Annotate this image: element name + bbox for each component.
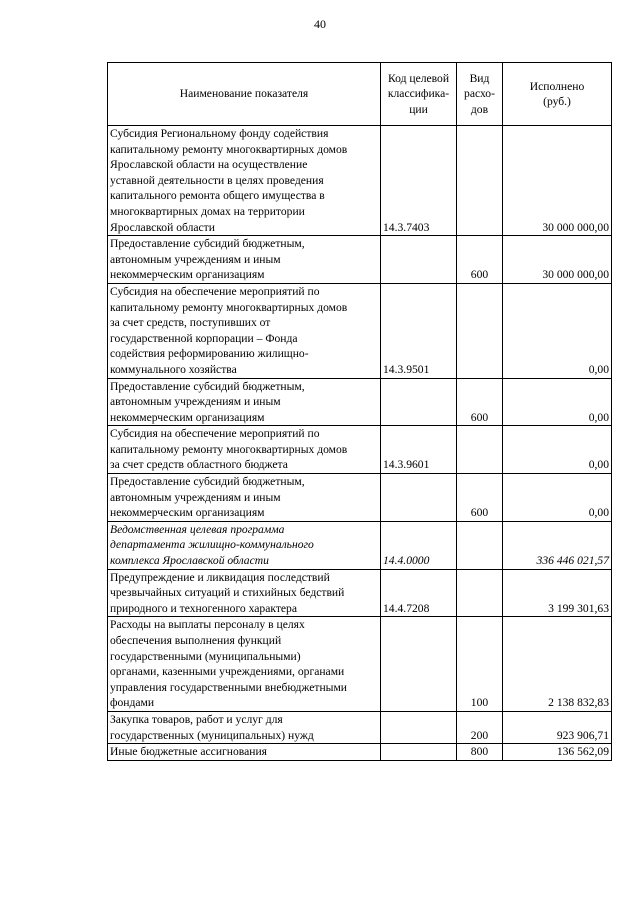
table-row — [108, 236, 612, 284]
expense-kind-cell: 800 — [457, 744, 503, 761]
indicator-name-cell — [108, 236, 381, 284]
expense-kind-cell: 600 — [457, 474, 503, 522]
indicator-name-line: некоммерческим организациям — [110, 506, 265, 520]
header-executed-amount: Исполнено (руб.) — [503, 63, 612, 126]
indicator-name-line: департамента жилищно-коммунального — [110, 538, 314, 552]
table-header-row — [108, 63, 612, 126]
executed-amount-cell: 923 906,71 — [503, 711, 612, 743]
indicator-name-line: чрезвычайных ситуаций и стихийных бедствий — [110, 586, 345, 600]
target-code-cell — [381, 617, 457, 712]
indicator-name-line: Иные бюджетные ассигнования — [110, 745, 267, 759]
expense-kind-cell: 600 — [457, 236, 503, 284]
indicator-name-line: Предупреждение и ликвидация последствий — [110, 570, 330, 584]
indicator-name-line: Субсидия Региональному фонду содействия — [110, 127, 329, 140]
indicator-name-cell — [108, 711, 381, 743]
indicator-name-line: обеспечения выполнения функций — [110, 634, 282, 647]
table-row — [108, 569, 612, 617]
indicator-name-line: Ведомственная целевая программа — [110, 522, 285, 536]
target-code-cell: 14.4.7208 — [381, 569, 457, 617]
indicator-name-line: некоммерческим организациям — [110, 410, 265, 424]
indicator-name-cell — [108, 426, 381, 474]
executed-amount-cell: 0,00 — [503, 283, 612, 378]
target-code-cell: 14.3.9501 — [381, 283, 457, 378]
indicator-name-line: государственной корпорации – Фонда — [110, 331, 298, 345]
indicator-name-line: фондами — [110, 696, 155, 710]
indicator-name-line: за счет средств областного бюджета — [110, 458, 288, 472]
expense-kind-cell: 600 — [457, 378, 503, 426]
indicator-name-line: государственными (муниципальными) — [110, 649, 301, 663]
expense-kind-cell — [457, 521, 503, 569]
indicator-name-line: автономным учреждениям и иным — [110, 252, 281, 266]
table-body — [108, 126, 612, 761]
indicator-name-cell — [108, 474, 381, 522]
expense-kind-cell — [457, 426, 503, 474]
indicator-name-line: природного и техногенного характера — [110, 601, 297, 615]
target-code-cell — [381, 474, 457, 522]
expense-kind-cell: 200 — [457, 711, 503, 743]
executed-amount-cell: 30 000 000,00 — [503, 236, 612, 284]
indicator-name-line: государственных (муниципальных) нужд — [110, 728, 314, 742]
indicator-name-line: содействия реформированию жилищно- — [110, 347, 309, 361]
target-code-cell: 14.4.0000 — [381, 521, 457, 569]
indicator-name-line: органами, казенными учреждениями, органами — [110, 665, 345, 679]
table-row — [108, 378, 612, 426]
indicator-name-line: многоквартирных домах на территории — [110, 204, 305, 218]
indicator-name-line: Предоставление субсидий бюджетным, — [110, 379, 305, 393]
expense-kind-cell — [457, 569, 503, 617]
executed-amount-cell: 2 138 832,83 — [503, 617, 612, 712]
indicator-name-cell — [108, 744, 381, 761]
table-row — [108, 426, 612, 474]
indicator-name-cell — [108, 283, 381, 378]
indicator-name-line: коммунального хозяйства — [110, 362, 237, 376]
table-row — [108, 126, 612, 236]
executed-amount-cell: 136 562,09 — [503, 744, 612, 761]
executed-amount-cell: 3 199 301,63 — [503, 569, 612, 617]
executed-amount-cell: 30 000 000,00 — [503, 126, 612, 236]
indicator-name-line: автономным учреждениям и иным — [110, 395, 281, 409]
expense-kind-cell: 100 — [457, 617, 503, 712]
indicator-name-line: Расходы на выплаты персоналу в целях — [110, 618, 305, 632]
executed-amount-cell: 0,00 — [503, 474, 612, 522]
budget-table — [107, 62, 612, 761]
indicator-name-line: капитальному ремонту многоквартирных домов — [110, 142, 348, 156]
indicator-name-cell — [108, 378, 381, 426]
target-code-cell: 14.3.7403 — [381, 126, 457, 236]
target-code-cell — [381, 236, 457, 284]
indicator-name-line: за счет средств, поступивших от — [110, 316, 271, 330]
table-row — [108, 521, 612, 569]
expense-kind-cell — [457, 126, 503, 236]
indicator-name-line: Закупка товаров, работ и услуг для — [110, 712, 283, 726]
executed-amount-cell: 0,00 — [503, 426, 612, 474]
indicator-name-line: Субсидия на обеспечение мероприятий по — [110, 284, 320, 298]
indicator-name-line: капитальному ремонту многоквартирных домов — [110, 300, 348, 314]
header-indicator-name: Наименование показателя — [108, 63, 381, 126]
indicator-name-cell — [108, 617, 381, 712]
indicator-name-line: Ярославской области — [110, 220, 215, 234]
indicator-name-cell — [108, 569, 381, 617]
header-expense-kind: Вид расхо- дов — [457, 63, 503, 126]
indicator-name-line: Предоставление субсидий бюджетным, — [110, 237, 305, 251]
indicator-name-line: Субсидия на обеспечение мероприятий по — [110, 427, 320, 441]
target-code-cell — [381, 711, 457, 743]
target-code-cell: 14.3.9601 — [381, 426, 457, 474]
indicator-name-line: управления государственными внебюджетными — [110, 680, 347, 694]
indicator-name-line: капитальному ремонту многоквартирных домов — [110, 442, 348, 456]
table-row — [108, 283, 612, 378]
executed-amount-cell: 336 446 021,57 — [503, 521, 612, 569]
indicator-name-cell — [108, 521, 381, 569]
indicator-name-cell — [108, 126, 381, 236]
header-target-code: Код целевой классифика- ции — [381, 63, 457, 126]
executed-amount-cell: 0,00 — [503, 378, 612, 426]
indicator-name-line: Предоставление субсидий бюджетным, — [110, 475, 305, 489]
table-row — [108, 474, 612, 522]
indicator-name-line: Ярославской области на осуществление — [110, 158, 308, 172]
indicator-name-line: капитального ремонта общего имущества в — [110, 189, 325, 203]
target-code-cell — [381, 378, 457, 426]
expense-kind-cell — [457, 283, 503, 378]
indicator-name-line: комплекса Ярославской области — [110, 554, 269, 568]
page-number: 40 — [314, 17, 326, 31]
indicator-name-line: уставной деятельности в целях проведения — [110, 173, 324, 187]
table-row — [108, 617, 612, 712]
indicator-name-line: автономным учреждениям и иным — [110, 490, 281, 504]
table-row — [108, 744, 612, 761]
indicator-name-line: некоммерческим организациям — [110, 268, 265, 282]
table-row — [108, 711, 612, 743]
target-code-cell — [381, 744, 457, 761]
